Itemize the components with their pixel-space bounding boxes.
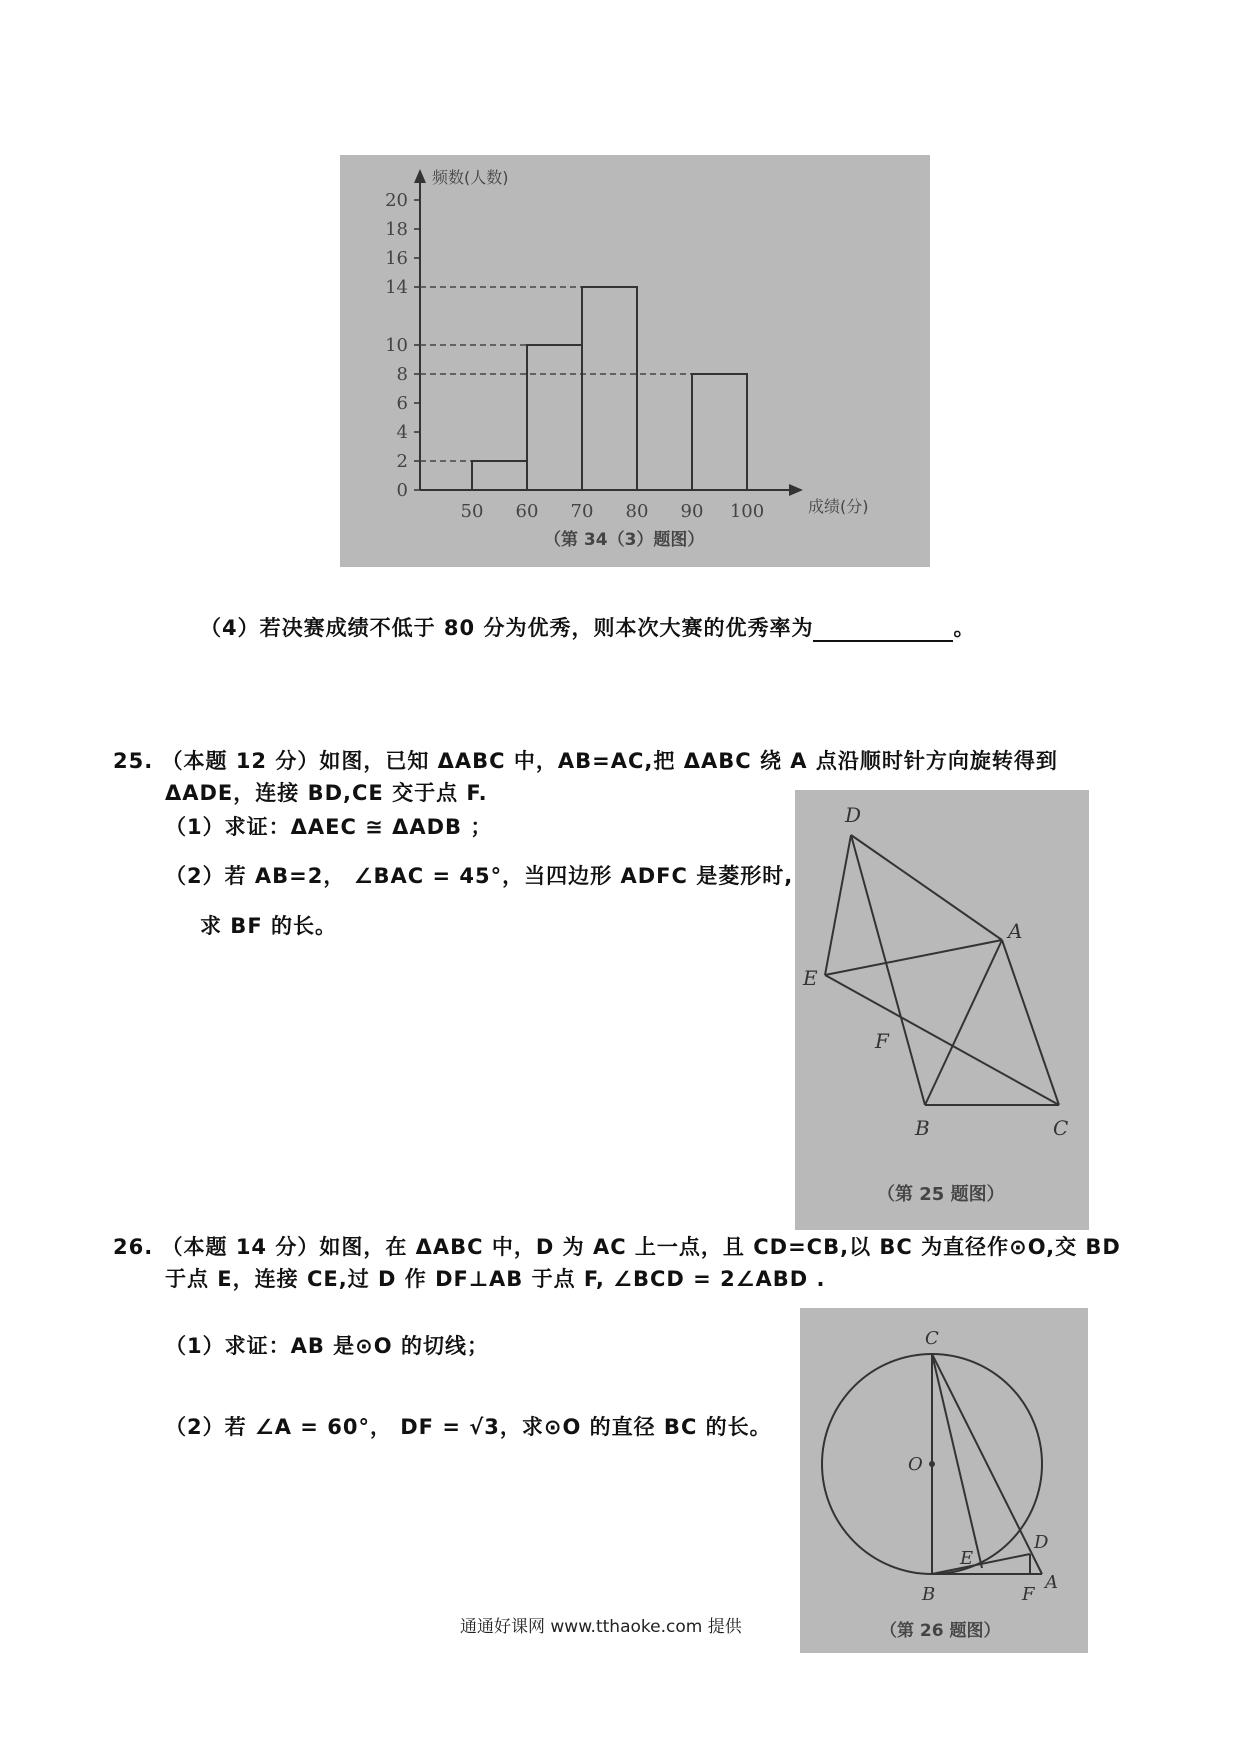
segment-AC — [1002, 940, 1059, 1105]
segment-EA — [825, 940, 1002, 975]
label-C: C — [1053, 1116, 1069, 1140]
q26-diagram — [800, 1308, 1088, 1653]
x-tick-50: 50 — [460, 501, 484, 522]
q24-part4-end: 。 — [953, 616, 976, 640]
x-tick-80: 80 — [625, 501, 649, 522]
y-tick-6: 6 — [396, 393, 408, 414]
label-O: O — [908, 1454, 923, 1475]
label-C: C — [925, 1328, 939, 1349]
y-tick-2: 2 — [396, 451, 408, 472]
q26-part1: （1）求证：AB 是⊙O 的切线； — [165, 1334, 489, 1358]
label-B: B — [922, 1584, 936, 1605]
q26-part2: （2）若 ∠A = 60°， DF = √3，求⊙O 的直径 BC 的长。 — [165, 1415, 772, 1439]
label-E: E — [960, 1548, 974, 1569]
y-tick-16: 16 — [385, 248, 408, 269]
y-axis-arrow — [414, 169, 426, 183]
y-tick-0: 0 — [396, 480, 408, 501]
y-tick-14: 14 — [385, 277, 408, 298]
x-axis-arrow — [789, 484, 803, 496]
q26-line2: 于点 E，连接 CE,过 D 作 DF⊥AB 于点 F, ∠BCD = 2∠ABD . — [165, 1267, 826, 1291]
label-D: D — [1034, 1532, 1049, 1553]
segment-DA — [851, 835, 1002, 940]
x-axis-label: 成绩(分) — [808, 497, 869, 516]
segment-BD — [932, 1554, 1030, 1574]
q25-figure — [795, 790, 1089, 1230]
y-tick-18: 18 — [385, 219, 408, 240]
histogram-chart — [340, 155, 930, 567]
bar-50-60 — [472, 461, 527, 490]
label-A: A — [1008, 919, 1023, 943]
label-F: F — [875, 1029, 889, 1053]
segment-DE — [825, 835, 851, 975]
histogram-figure — [340, 155, 930, 567]
label-F: F — [1022, 1584, 1035, 1605]
q26-figure — [800, 1308, 1088, 1653]
segment-DB — [851, 835, 925, 1105]
q25-part2: （2）若 AB=2， ∠BAC = 45°，当四边形 ADFC 是菱形时, — [165, 864, 794, 888]
q25-caption: （第 25 题图） — [877, 1184, 1005, 1205]
bar-60-70 — [527, 345, 582, 490]
y-tick-8: 8 — [396, 364, 408, 385]
label-E: E — [803, 966, 818, 990]
q25-part2b: 求 BF 的长。 — [200, 914, 337, 938]
y-tick-4: 4 — [396, 422, 408, 443]
x-tick-100: 100 — [729, 501, 765, 522]
q26-caption: （第 26 题图） — [880, 1621, 1001, 1641]
bar-70-80 — [582, 287, 637, 490]
label-D: D — [845, 803, 862, 827]
label-B: B — [915, 1116, 930, 1140]
q25-line2: ΔADE，连接 BD,CE 交于点 F. — [165, 781, 488, 805]
q24-part4 — [200, 612, 975, 642]
x-tick-70: 70 — [570, 501, 594, 522]
y-axis-label: 频数(人数) — [432, 168, 509, 187]
segment-CE — [932, 1354, 982, 1568]
segment-AB — [925, 940, 1002, 1105]
y-tick-10: 10 — [385, 335, 408, 356]
q25-part1: （1）求证：ΔAEC ≅ ΔADB ； — [165, 815, 493, 839]
page-footer: 通通好课网 www.tthaoke.com 提供 — [460, 1617, 742, 1637]
q25-diagram — [795, 790, 1089, 1230]
label-A: A — [1045, 1572, 1058, 1593]
segment-EC — [825, 975, 1059, 1105]
segment-CA — [932, 1354, 1042, 1574]
x-tick-90: 90 — [680, 501, 704, 522]
center-O-dot — [929, 1461, 935, 1467]
y-tick-20: 20 — [385, 190, 408, 211]
histogram-caption: （第 34（3）题图） — [544, 530, 705, 550]
q25-line1: 25. （本题 12 分）如图，已知 ΔABC 中，AB=AC,把 ΔABC 绕 A 点沿顺时针方向旋转得到 — [113, 749, 1058, 773]
bar-90-100 — [692, 374, 747, 490]
q24-part4-text: （4）若决赛成绩不低于 80 分为优秀，则本次大赛的优秀率为 — [200, 616, 814, 640]
q26-line1: 26. （本题 14 分）如图，在 ΔABC 中，D 为 AC 上一点，且 CD=CB,以 BC 为直径作⊙O,交 BD — [113, 1235, 1121, 1259]
answer-blank[interactable] — [813, 618, 953, 642]
x-tick-60: 60 — [515, 501, 539, 522]
